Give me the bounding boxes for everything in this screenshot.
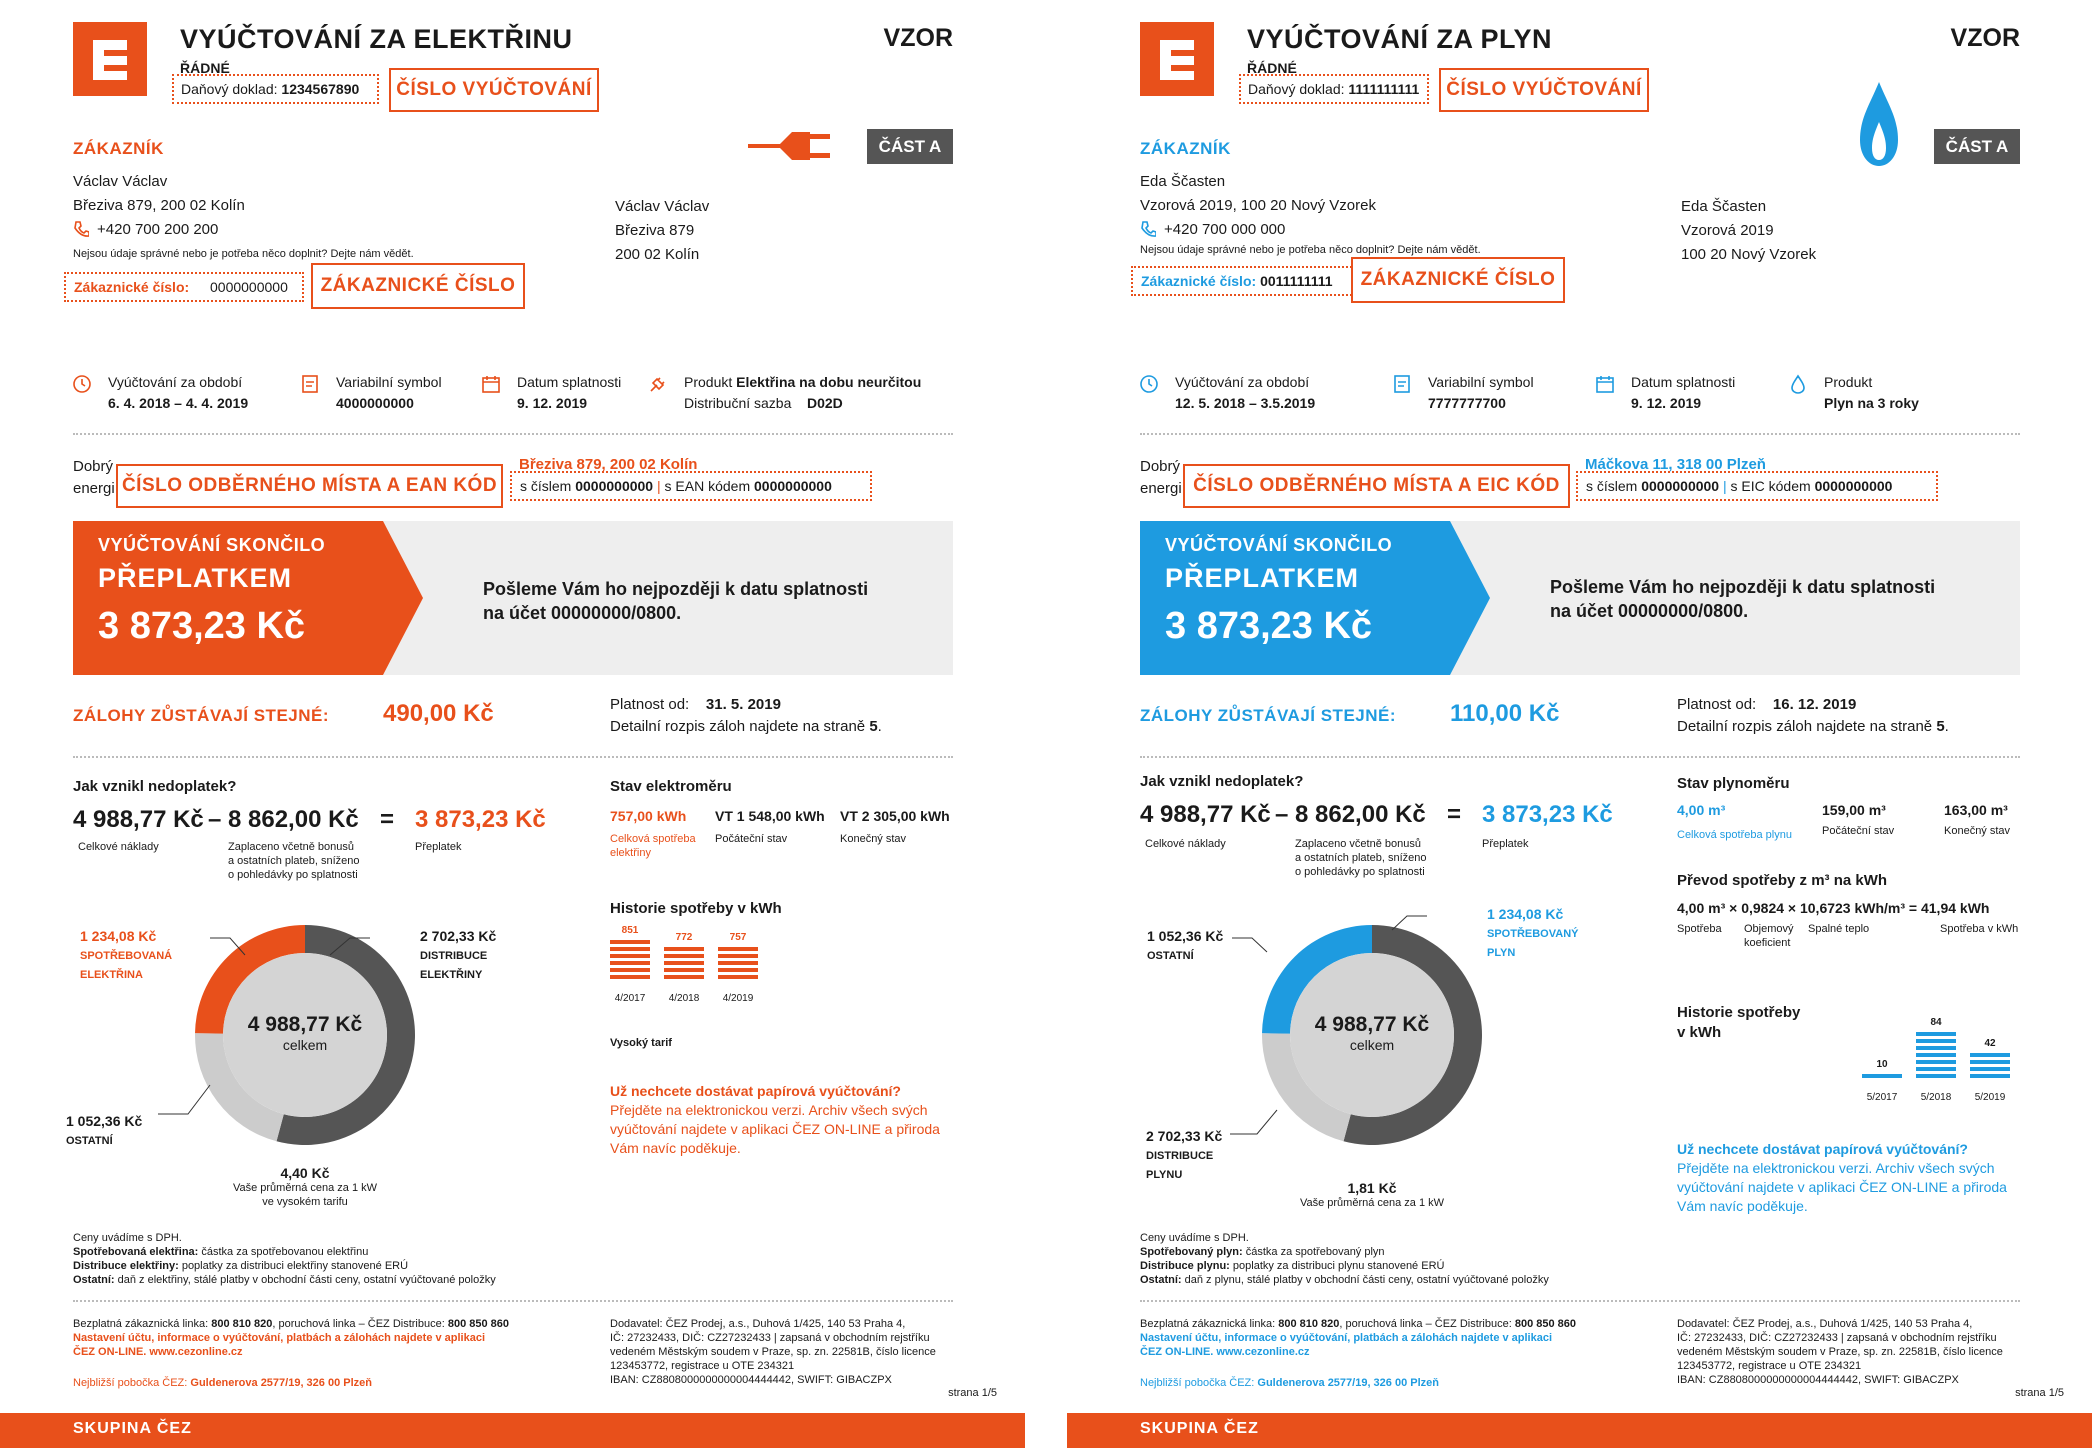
- due-date: Datum splatnosti 9. 12. 2019: [1631, 372, 1735, 414]
- callout-supply-point: ČÍSLO ODBĚRNÉHO MÍSTA A EIC KÓD: [1183, 464, 1570, 508]
- cez-logo: [73, 22, 147, 96]
- caption-paid: Zaplaceno včetně bonusů a ostatních plateb, sníženo o pohledávky po splatnosti: [1295, 838, 1427, 878]
- divider: [1140, 756, 2020, 758]
- deposits-heading: ZÁLOHY ZŮSTÁVAJÍ STEJNÉ:: [73, 706, 330, 725]
- part-a-badge: ČÁST A: [1934, 129, 2020, 164]
- product: Produkt Plyn na 3 roky: [1824, 372, 1919, 414]
- paperless-promo[interactable]: Už nechcete dostávat papírová vyúčtování? Přejděte na elektronickou verzi. Archiv všech svých vyúčtování najdete v aplikaci ČEZ ON-LINE a přiroda Vám navíc poděkuje.: [610, 1083, 940, 1156]
- meter-consumption: 757,00 kWh: [610, 808, 687, 824]
- legend-notes: Ceny uvádíme s DPH. Spotřebovaná elektřina: částka za spotřebovanou elektřinu Distribuce elektřiny: poplatky za distribuci elektřiny stanovené ERÚ Ostatní: daň z elektřiny, stálé platby v obchodní části ceny, ostatní vyúčtované položky: [73, 1232, 496, 1286]
- conversion-heading: Převod spotřeby z m³ na kWh: [1677, 872, 1888, 889]
- history-bar: [1862, 1059, 1902, 1081]
- customer-name: Eda Ščasten: [1140, 173, 1226, 190]
- page-gap: [1025, 0, 1067, 1448]
- customer-number: Zákaznické číslo: 0011111111: [1131, 266, 1371, 296]
- callout-invoice-number: ČÍSLO VYÚČTOVÁNÍ: [389, 68, 599, 112]
- callout-customer-number: ZÁKAZNICKÉ ČÍSLO: [1351, 257, 1565, 303]
- caption-costs: Celkové náklady: [1145, 838, 1226, 850]
- history-bar: [664, 932, 704, 982]
- history-year: 5/2018: [1920, 1092, 1952, 1103]
- supply-point-address: Máčkova 11, 318 00 Plzeň: [1585, 456, 1766, 473]
- leader-lines: [60, 920, 440, 1130]
- phone-icon: [73, 220, 89, 238]
- invoice-electricity: [0, 0, 1025, 1448]
- deposit-validity: Platnost od: 16. 12. 2019 Detailní rozpis záloh najdete na straně 5.: [1677, 696, 1949, 735]
- divider: [73, 433, 953, 435]
- total-costs: 4 988,77 Kč: [73, 806, 204, 833]
- supplier-info: Dodavatel: ČEZ Prodej, a.s., Duhová 1/425, 140 53 Praha 4, IČ: 27232433, DIČ: CZ27232433 | zapsaná v obchodním rejstříku vedeném Městským soudem v Praze, sp. zn. 22581B, číslo licence 123453772, registrace u OTE 234321 IBAN: CZ8808000000000004444442, SWIFT: GIBACZPX: [1677, 1318, 2003, 1386]
- clock-icon: [72, 374, 92, 394]
- refund-message: Pošleme Vám ho nejpozději k datu splatnosti na účet 00000000/0800.: [1550, 577, 1936, 621]
- conversion-cap-heat: Spalné teplo: [1808, 923, 1870, 935]
- variable-symbol: Variabilní symbol 7777777700: [1428, 372, 1534, 414]
- mailing-address: Eda Ščasten Vzorová 2019 100 20 Nový Vzorek: [1681, 198, 1817, 263]
- history-heading: Historie spotřeby v kWh: [1677, 1004, 1801, 1041]
- meter-start-caption: Počáteční stav: [715, 833, 788, 845]
- footer-brand: SKUPINA ČEZ: [1067, 1413, 2092, 1448]
- overpayment-result: 3 873,23 Kč: [415, 806, 546, 833]
- document-icon: [1392, 374, 1412, 394]
- overpayment-banner: VYÚČTOVÁNÍ SKONČILO PŘEPLATKEM 3 873,23 Kč Pošleme Vám ho nejpozději k datu splatnosti na účet 00000000/0800.: [1140, 521, 2020, 675]
- history-bar: [1916, 1017, 1956, 1081]
- caption-overpayment: Přeplatek: [1482, 838, 1529, 850]
- meter-start: 159,00 m³: [1822, 802, 1886, 818]
- deposit-amount: 110,00 Kč: [1450, 700, 1560, 727]
- history-heading: Historie spotřeby v kWh: [610, 900, 782, 917]
- legend-distribution: 2 702,33 Kč DISTRIBUCE ELEKTŘINY: [420, 928, 497, 981]
- history-bar: [610, 925, 650, 982]
- callout-supply-point: ČÍSLO ODBĚRNÉHO MÍSTA A EAN KÓD: [116, 464, 503, 508]
- correction-note[interactable]: Nejsou údaje správné nebo je potřeba něco doplnit? Dejte nám vědět.: [73, 248, 414, 260]
- legend-other: 1 052,36 Kč OSTATNÍ: [1147, 928, 1224, 962]
- sample-label: VZOR: [1950, 24, 2020, 52]
- meter-start: VT 1 548,00 kWh: [715, 808, 825, 824]
- meter-consumption-caption: Celková spotřeba plynu: [1677, 829, 1792, 841]
- overpayment-amount: 3 873,23 Kč: [1165, 605, 1373, 647]
- variable-symbol: Variabilní symbol 4000000000: [336, 372, 442, 414]
- supply-point-address: Březiva 879, 200 02 Kolín: [519, 456, 698, 473]
- meter-end-caption: Konečný stav: [1944, 825, 2011, 837]
- history-chart: [1862, 1003, 2012, 1103]
- callout-customer-number: ZÁKAZNICKÉ ČÍSLO: [311, 263, 525, 309]
- history-value: 851: [621, 925, 639, 936]
- caption-costs: Celkové náklady: [78, 841, 159, 853]
- customer-heading: ZÁKAZNÍK: [73, 139, 164, 158]
- history-year: 5/2017: [1866, 1092, 1898, 1103]
- legend-consumed: 1 234,08 Kč SPOTŘEBOVANÁ ELEKTŘINA: [80, 928, 173, 981]
- deposits-heading: ZÁLOHY ZŮSTÁVAJÍ STEJNÉ:: [1140, 706, 1397, 725]
- calc-heading: Jak vznikl nedoplatek?: [73, 778, 237, 795]
- customer-address: Březiva 879, 200 02 Kolín: [73, 197, 245, 214]
- correction-note[interactable]: Nejsou údaje správné nebo je potřeba něco doplnit? Dejte nám vědět.: [1140, 244, 1481, 256]
- meter-consumption-caption: Celková spotřeba elektřiny: [610, 833, 696, 859]
- meter-end: 163,00 m³: [1944, 802, 2008, 818]
- invoice-type: ŘÁDNÉ: [180, 60, 230, 76]
- history-value: 757: [729, 932, 747, 943]
- invoice-title: VYÚČTOVÁNÍ ZA PLYN: [1247, 24, 1553, 54]
- flame-small-icon: [1788, 374, 1808, 394]
- supply-point-codes: s číslem 0000000000 | s EIC kódem 0000000000: [1576, 471, 1938, 501]
- callout-invoice-number: ČÍSLO VYÚČTOVÁNÍ: [1439, 68, 1649, 112]
- customer-number: Zákaznické číslo: 0000000000: [64, 272, 304, 302]
- meter-end-caption: Konečný stav: [840, 833, 907, 845]
- average-price: 1,81 Kč Vaše průměrná cena za 1 kW: [1299, 1180, 1445, 1209]
- caption-overpayment: Přeplatek: [415, 841, 462, 853]
- sample-label: VZOR: [883, 24, 953, 52]
- flame-icon: [1860, 82, 1898, 166]
- overpayment-result: 3 873,23 Kč: [1482, 801, 1613, 828]
- refund-message: Pošleme Vám ho nejpozději k datu splatnosti na účet 00000000/0800.: [483, 579, 869, 623]
- divider: [1140, 1300, 2020, 1302]
- history-year: 5/2019: [1974, 1092, 2006, 1103]
- history-year: 4/2017: [614, 993, 646, 1004]
- paid-amount: 8 862,00 Kč: [228, 806, 359, 833]
- legend-other: 1 052,36 Kč OSTATNÍ: [66, 1113, 143, 1147]
- leader-lines: [1127, 900, 1507, 1150]
- conversion-cap-usage: Spotřeba: [1677, 923, 1722, 935]
- mailing-address: Václav Václav Březiva 879 200 02 Kolín: [615, 198, 710, 263]
- legend-distribution: 2 702,33 Kč DISTRIBUCE PLYNU: [1146, 1128, 1223, 1181]
- calendar-icon: [1595, 374, 1615, 394]
- nearest-branch: Nejbližší pobočka ČEZ: Guldenerova 2577/19, 326 00 Plzeň: [1140, 1377, 1439, 1389]
- legend-notes: Ceny uvádíme s DPH. Spotřebovaný plyn: částka za spotřebovaný plyn Distribuce plynu: poplatky za distribuci plynu stanovené ERÚ Ostatní: daň z plynu, stálé platby v obchodní části ceny, ostatní vyúčtované položky: [1140, 1232, 1549, 1286]
- page-number: strana 1/5: [2015, 1387, 2064, 1399]
- customer-address: Vzorová 2019, 100 20 Nový Vzorek: [1140, 197, 1376, 214]
- divider: [73, 756, 953, 758]
- history-bar: [1970, 1038, 2010, 1081]
- cez-logo: [1140, 22, 1214, 96]
- tax-document-number: Daňový doklad: 1234567890: [172, 74, 379, 104]
- customer-heading: ZÁKAZNÍK: [1140, 139, 1231, 158]
- overpayment-banner: VYÚČTOVÁNÍ SKONČILO PŘEPLATKEM 3 873,23 Kč Pošleme Vám ho nejpozději k datu splatnosti na účet 00000000/0800.: [73, 521, 953, 675]
- paperless-promo[interactable]: Už nechcete dostávat papírová vyúčtování? Přejděte na elektronickou verzi. Archiv všech svých vyúčtování najdete v aplikaci ČEZ ON-LINE a přiroda Vám navíc poděkuje.: [1677, 1141, 2007, 1214]
- document-icon: [300, 374, 320, 394]
- overpayment-amount: 3 873,23 Kč: [98, 605, 306, 647]
- conversion-cap-coef: Objemový koeficient: [1744, 923, 1794, 949]
- donut-center: 4 988,77 Kč celkem: [1314, 1013, 1430, 1053]
- product: Produkt Elektřina na dobu neurčitou Distribuční sazba D02D: [684, 372, 921, 414]
- clock-icon: [1139, 374, 1159, 394]
- equals-sign: =: [380, 806, 395, 833]
- customer-phone: +420 700 200 200: [97, 221, 219, 238]
- paid-amount: 8 862,00 Kč: [1295, 801, 1426, 828]
- history-year: 4/2018: [668, 993, 700, 1004]
- due-date: Datum splatnosti 9. 12. 2019: [517, 372, 621, 414]
- invoice-title: VYÚČTOVÁNÍ ZA ELEKTŘINU: [180, 24, 573, 54]
- divider: [1140, 433, 2020, 435]
- legend-consumed: 1 234,08 Kč SPOTŘEBOVANÝ PLYN: [1487, 906, 1579, 959]
- history-value: 10: [1876, 1059, 1888, 1070]
- plug-small-icon: [648, 374, 668, 394]
- footer-brand: SKUPINA ČEZ: [0, 1413, 1025, 1448]
- customer-phone: +420 700 000 000: [1164, 221, 1286, 238]
- equals-sign: =: [1447, 801, 1462, 828]
- supply-point-codes: s číslem 0000000000 | s EAN kódem 0000000000: [510, 471, 872, 501]
- meter-start-caption: Počáteční stav: [1822, 825, 1895, 837]
- contact-info: Bezplatná zákaznická linka: 800 810 820, poruchová linka – ČEZ Distribuce: 800 850 860 Nastavení účtu, informace o vyúčtování, platbách a zálohách najdete v aplikaci ČEZ ON-LINE. www.cezonline.cz: [1140, 1318, 1577, 1358]
- history-chart: [610, 924, 780, 1004]
- calendar-icon: [481, 374, 501, 394]
- phone-icon: [1140, 220, 1156, 238]
- history-value: 84: [1930, 1017, 1942, 1028]
- deposit-validity: Platnost od: 31. 5. 2019 Detailní rozpis záloh najdete na straně 5.: [610, 696, 882, 735]
- page-number: strana 1/5: [948, 1387, 997, 1399]
- caption-paid: Zaplaceno včetně bonusů a ostatních plateb, sníženo o pohledávky po splatnosti: [228, 841, 360, 881]
- billing-period: Vyúčtování za období 6. 4. 2018 – 4. 4. 2019: [108, 372, 248, 414]
- calc-heading: Jak vznikl nedoplatek?: [1140, 773, 1304, 790]
- nearest-branch: Nejbližší pobočka ČEZ: Guldenerova 2577/19, 326 00 Plzeň: [73, 1377, 372, 1389]
- part-a-badge: ČÁST A: [867, 129, 953, 164]
- minus-sign: –: [208, 806, 222, 833]
- supplier-info: Dodavatel: ČEZ Prodej, a.s., Duhová 1/425, 140 53 Praha 4, IČ: 27232433, DIČ: CZ27232433 | zapsaná v obchodním rejstříku vedeném Městským soudem v Praze, sp. zn. 22581B, číslo licence 123453772, registrace u OTE 234321 IBAN: CZ8808000000000004444442, SWIFT: GIBACZPX: [610, 1318, 936, 1386]
- meter-end: VT 2 305,00 kWh: [840, 808, 950, 824]
- plug-icon: [748, 124, 834, 168]
- customer-name: Václav Václav: [73, 173, 168, 190]
- deposit-amount: 490,00 Kč: [383, 700, 494, 727]
- total-costs: 4 988,77 Kč: [1140, 801, 1271, 828]
- meter-consumption: 4,00 m³: [1677, 802, 1726, 818]
- meter-heading: Stav plynoměru: [1677, 775, 1790, 792]
- invoice-gas: [1067, 0, 2092, 1448]
- history-value: 772: [675, 932, 693, 943]
- tax-document-number: Daňový doklad: 1111111111: [1239, 74, 1429, 104]
- conversion-formula: 4,00 m³ × 0,9824 × 10,6723 kWh/m³ = 41,94 kWh: [1677, 900, 1990, 916]
- conversion-cap-kwh: Spotřeba v kWh: [1940, 923, 2019, 935]
- billing-period: Vyúčtování za období 12. 5. 2018 – 3.5.2019: [1175, 372, 1315, 414]
- history-value: 42: [1984, 1038, 1996, 1049]
- tariff-label: Vysoký tarif: [610, 1037, 672, 1049]
- average-price: 4,40 Kč Vaše průměrná cena za 1 kW ve vysokém tarifu: [232, 1165, 378, 1208]
- meter-heading: Stav elektroměru: [610, 778, 732, 795]
- greeting-text: Dobrý energi: [73, 458, 115, 497]
- minus-sign: –: [1275, 801, 1289, 828]
- greeting-text: Dobrý energi: [1140, 458, 1182, 497]
- history-year: 4/2019: [722, 993, 754, 1004]
- invoice-type: ŘÁDNÉ: [1247, 60, 1297, 76]
- contact-info: Bezplatná zákaznická linka: 800 810 820, poruchová linka – ČEZ Distribuce: 800 850 860 Nastavení účtu, informace o vyúčtování, platbách a zálohách najdete v aplikaci ČEZ ON-LINE. www.cezonline.cz: [73, 1318, 510, 1358]
- divider: [73, 1300, 953, 1302]
- history-bar: [718, 932, 758, 982]
- donut-center: 4 988,77 Kč celkem: [247, 1013, 363, 1053]
